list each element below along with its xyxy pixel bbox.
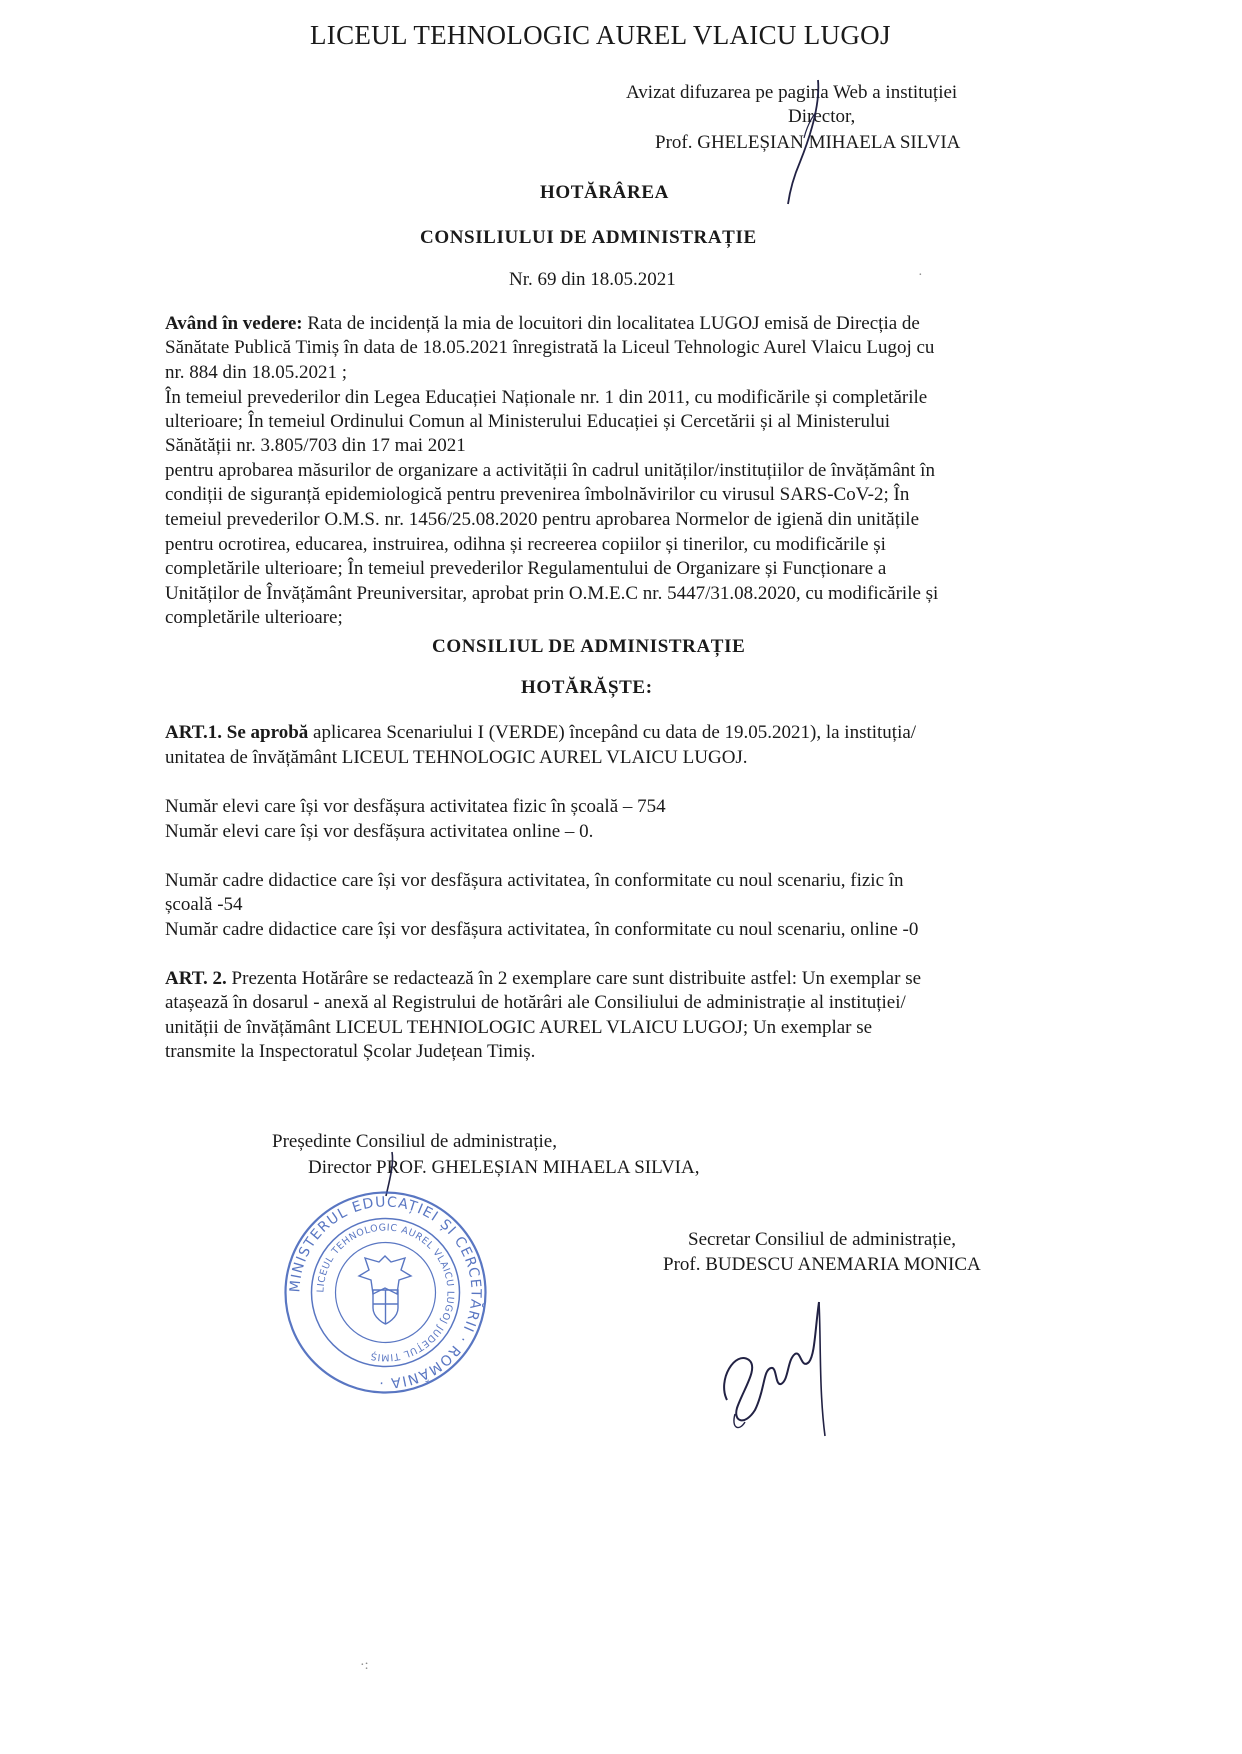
preamble-line-2: Sănătate Publică Timiș în data de 18.05.2021 înregistrată la Liceul Tehnologic Aurel Vlaicu Lugoj cu: [165, 337, 935, 358]
teachers-physical-1: Număr cadre didactice care își vor desfășura activitatea, în conformitate cu noul scenariu, fizic în: [165, 870, 904, 891]
preamble-line-1: Având în vedere: Rata de incidență la mia de locuitori din localitatea LUGOJ emisă de Direcția de: [165, 313, 920, 334]
document-title: HOTĂRÂREA: [540, 182, 669, 203]
preamble-line-3: nr. 884 din 18.05.2021 ;: [165, 362, 348, 383]
art2-line-1: ART. 2. Prezenta Hotărâre se redactează în 2 exemplare care sunt distribuite astfel: Un exemplar se: [165, 968, 922, 989]
document-subtitle: CONSILIULUI DE ADMINISTRAȚIE: [420, 227, 757, 248]
art1-label: ART.1.: [165, 722, 223, 743]
art2-line-4: transmite la Inspectoratul Școlar Județean Timiș.: [165, 1041, 536, 1062]
secretary-signature: [715, 1290, 835, 1440]
preamble-line-5: ulterioare; În temeiul Ordinului Comun al Ministerului Educației și Cercetării și al Ministerului: [165, 411, 891, 432]
director-signature-mark: [760, 72, 850, 212]
approval-line-3: Prof. GHELEȘIAN MIHAELA SILVIA: [655, 132, 961, 153]
secretary-title: Secretar Consiliul de administrație,: [688, 1229, 957, 1250]
preamble-line-7: pentru aprobarea măsurilor de organizare a activității în cadrul unităților/instituțiilor de învățământ în: [165, 460, 935, 481]
president-title: Președinte Consiliul de administrație,: [272, 1131, 557, 1152]
art1-line-1: ART.1. Se aprobă aplicarea Scenariului I (VERDE) începând cu data de 19.05.2021), la instituția/: [165, 722, 917, 743]
preamble-line-8: condiții de siguranță epidemiologică pentru prevenirea îmbolnăvirilor cu virusul SARS-CoV-2; În: [165, 484, 910, 505]
scan-speck: ·: [918, 268, 923, 283]
students-physical: Număr elevi care își vor desfășura activitatea fizic în școală – 754: [165, 796, 666, 817]
approval-line-2: Director,: [788, 106, 856, 127]
coat-of-arms-icon: [359, 1256, 411, 1324]
approval-line-1: Avizat difuzarea pe pagina Web a instituției: [626, 82, 958, 103]
art2-label: ART. 2.: [165, 968, 227, 989]
council-heading: CONSILIUL DE ADMINISTRAȚIE: [432, 636, 746, 657]
decides-heading: HOTĂRĂȘTE:: [521, 677, 653, 698]
stamp-outer-text: MINISTERUL EDUCAȚIEI ȘI CERCETĂRII · ROMÂNIA ·: [287, 1194, 484, 1391]
art1-line-2: unitatea de învățământ LICEUL TEHNOLOGIC AUREL VLAICU LUGOJ.: [165, 747, 748, 768]
secretary-name: Prof. BUDESCU ANEMARIA MONICA: [663, 1254, 981, 1275]
preamble-line-6: Sănătății nr. 3.805/703 din 17 mai 2021: [165, 435, 466, 456]
president-name: Director PROF. GHELEȘIAN MIHAELA SILVIA,: [308, 1157, 700, 1178]
teachers-online: Număr cadre didactice care își vor desfășura activitatea, în conformitate cu noul scenariu, online -0: [165, 919, 919, 940]
preamble-line-10: pentru ocrotirea, educarea, instruirea, odihna și recreerea copiilor și tinerilor, cu modificările și: [165, 534, 886, 555]
art2-line-3: unității de învățământ LICEUL TEHNIOLOGIC AUREL VLAICU LUGOJ; Un exemplar se: [165, 1017, 873, 1038]
preamble-line-9: temeiul prevederilor O.M.S. nr. 1456/25.08.2020 pentru aprobarea Normelor de igienă din unitățile: [165, 509, 919, 530]
art2-line-2: atașează în dosarul - anexă al Registrului de hotărâri ale Consiliului de administrație al instituției/: [165, 992, 906, 1013]
preamble-line-12: Unităților de Învățământ Preuniversitar, aprobat prin O.M.E.C nr. 5447/31.08.2020, cu modificările și: [165, 583, 939, 604]
document-number: Nr. 69 din 18.05.2021: [509, 269, 676, 290]
students-online: Număr elevi care își vor desfășura activitatea online – 0.: [165, 821, 594, 842]
school-stamp: [283, 1190, 488, 1395]
teachers-physical-2: școală -54: [165, 894, 243, 915]
preamble-label: Având în vedere:: [165, 313, 303, 334]
preamble-line-11: completările ulterioare; În temeiul prevederilor Regulamentului de Organizare și Funcționare a: [165, 558, 887, 579]
preamble-line-13: completările ulterioare;: [165, 607, 343, 628]
preamble-line-4: În temeiul prevederilor din Legea Educației Naționale nr. 1 din 2011, cu modificările și completările: [165, 387, 928, 408]
scan-speck: ·:: [360, 1658, 369, 1673]
school-name: LICEUL TEHNOLOGIC AUREL VLAICU LUGOJ: [310, 20, 891, 50]
stamp-inner-text: LICEUL TEHNOLOGIC AUREL VLAICU LUGOJ JUDEȚUL TIMIȘ: [315, 1222, 456, 1363]
